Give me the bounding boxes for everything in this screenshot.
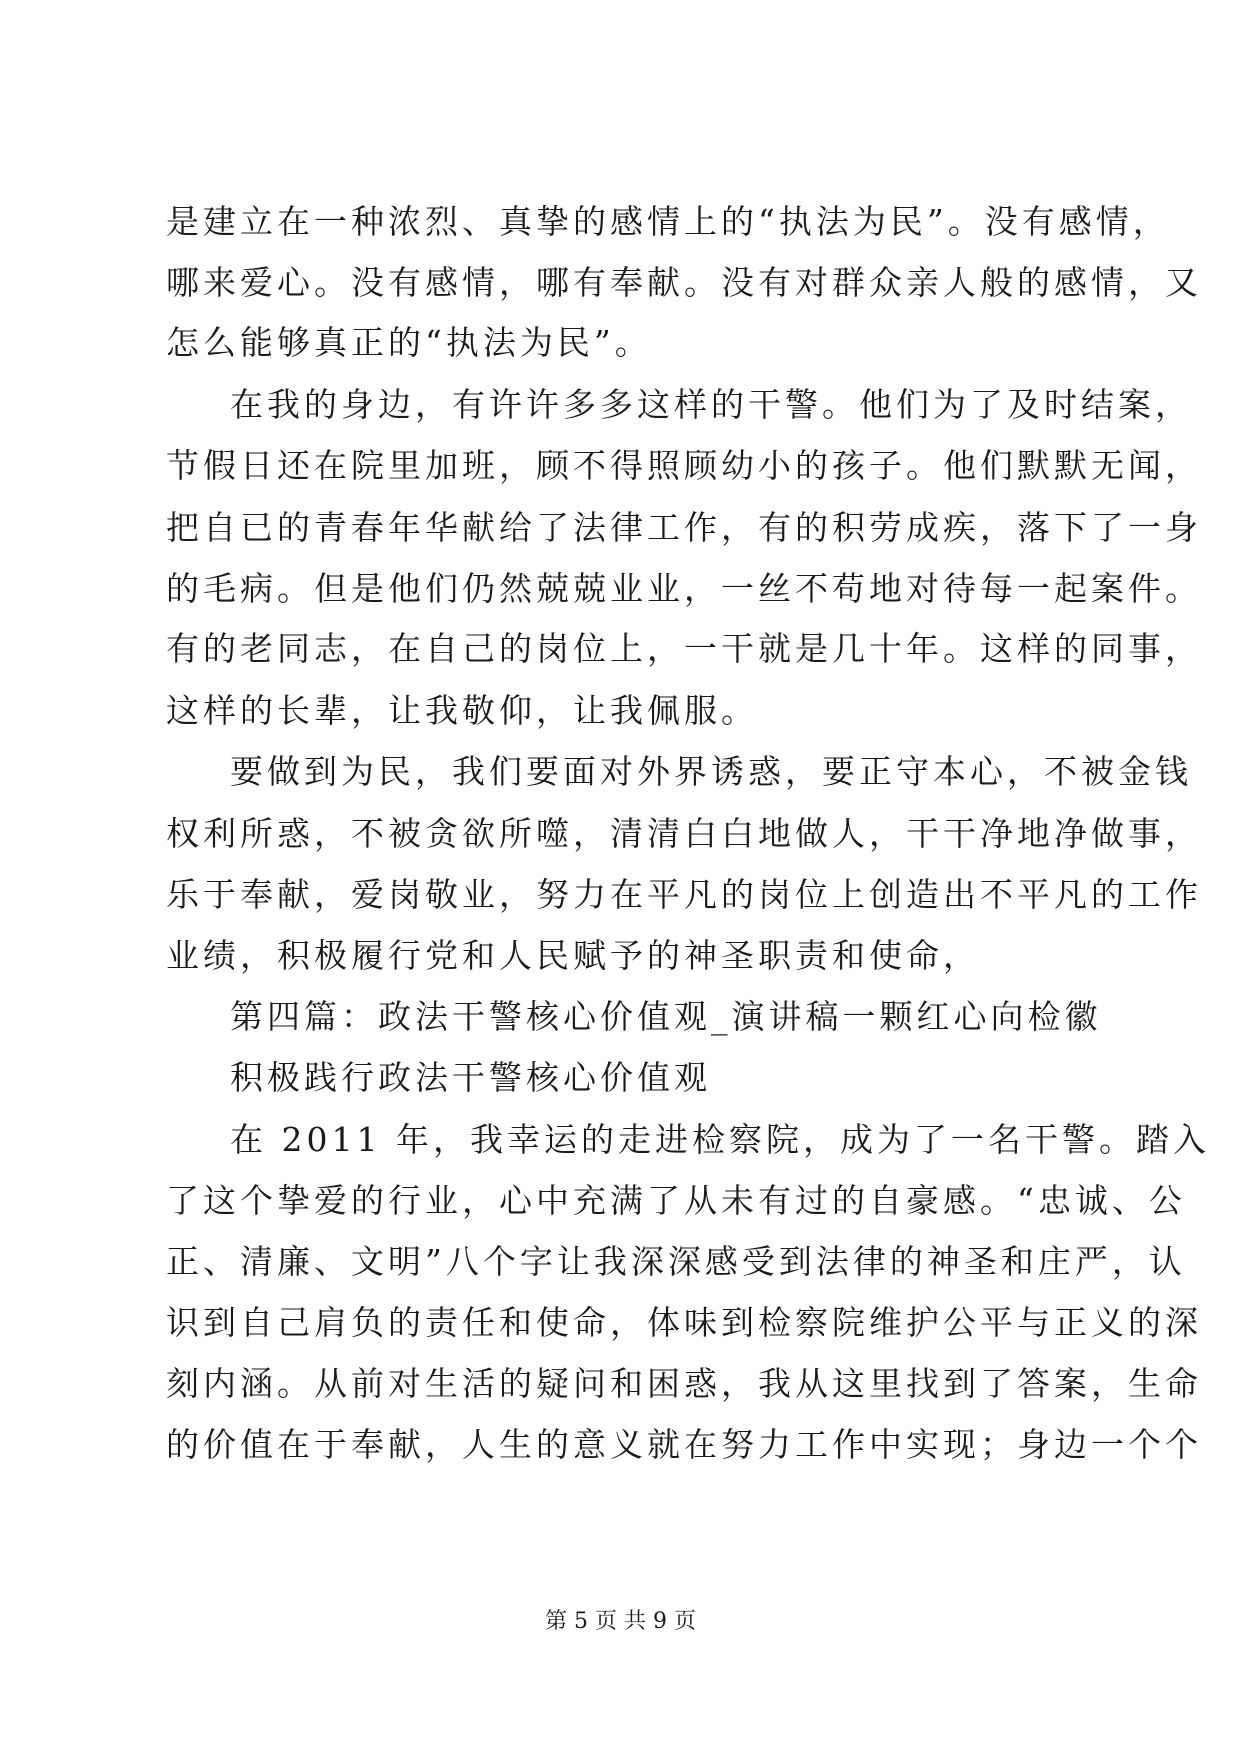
text-line: 乐于奉献，爱岗敬业，努力在平凡的岗位上创造出不平凡的工作	[166, 875, 1202, 914]
section-subtitle: 积极践行政法干警核心价值观	[230, 1058, 711, 1097]
text-line: 了这个挚爱的行业，心中充满了从未有过的自豪感。“忠诚、公	[166, 1181, 1186, 1220]
text-line: 在 2011 年，我幸运的走进检察院，成为了一名干警。踏入	[230, 1120, 1210, 1159]
text-line: 是建立在一种浓烈、真挚的感情上的“执法为民”。没有感情，	[166, 202, 1170, 241]
text-line: 的毛病。但是他们仍然兢兢业业，一丝不苟地对待每一起案件。	[166, 569, 1202, 608]
text-line: 这样的长辈，让我敬仰，让我佩服。	[166, 691, 758, 730]
text-line: 要做到为民，我们要面对外界诱惑，要正守本心，不被金钱	[230, 752, 1192, 791]
text-line: 刻内涵。从前对生活的疑问和困惑，我从这里找到了答案，生命	[166, 1364, 1202, 1403]
text-line: 在我的身边，有许许多多这样的干警。他们为了及时结案，	[230, 385, 1192, 424]
text-line: 有的老同志，在自己的岗位上，一干就是几十年。这样的同事，	[166, 629, 1202, 668]
text-line: 把自已的青春年华献给了法律工作，有的积劳成疾，落下了一身	[166, 508, 1202, 547]
text-line: 的价值在于奉献，人生的意义就在努力工作中实现；身边一个个	[166, 1425, 1202, 1464]
text-line: 识到自己肩负的责任和使命，体味到检察院维护公平与正义的深	[166, 1303, 1202, 1342]
text-line: 业绩，积极履行党和人民赋予的神圣职责和使命，	[166, 936, 980, 975]
section-title: 第四篇：政法干警核心价值观_演讲稿一颗红心向检徽	[230, 997, 1102, 1036]
page-number-footer: 第 5 页 共 9 页	[545, 1609, 696, 1634]
text-line: 权利所惑，不被贪欲所噬，清清白白地做人，干干净地净做事，	[166, 814, 1202, 853]
text-line: 正、清廉、文明”八个字让我深深感受到法律的神圣和庄严，认	[166, 1242, 1186, 1281]
text-line: 节假日还在院里加班，顾不得照顾幼小的孩子。他们默默无闻，	[166, 446, 1202, 485]
text-line: 哪来爱心。没有感情，哪有奉献。没有对群众亲人般的感情，又	[166, 263, 1202, 302]
text-line: 怎么能够真正的“执法为民”。	[166, 323, 652, 362]
